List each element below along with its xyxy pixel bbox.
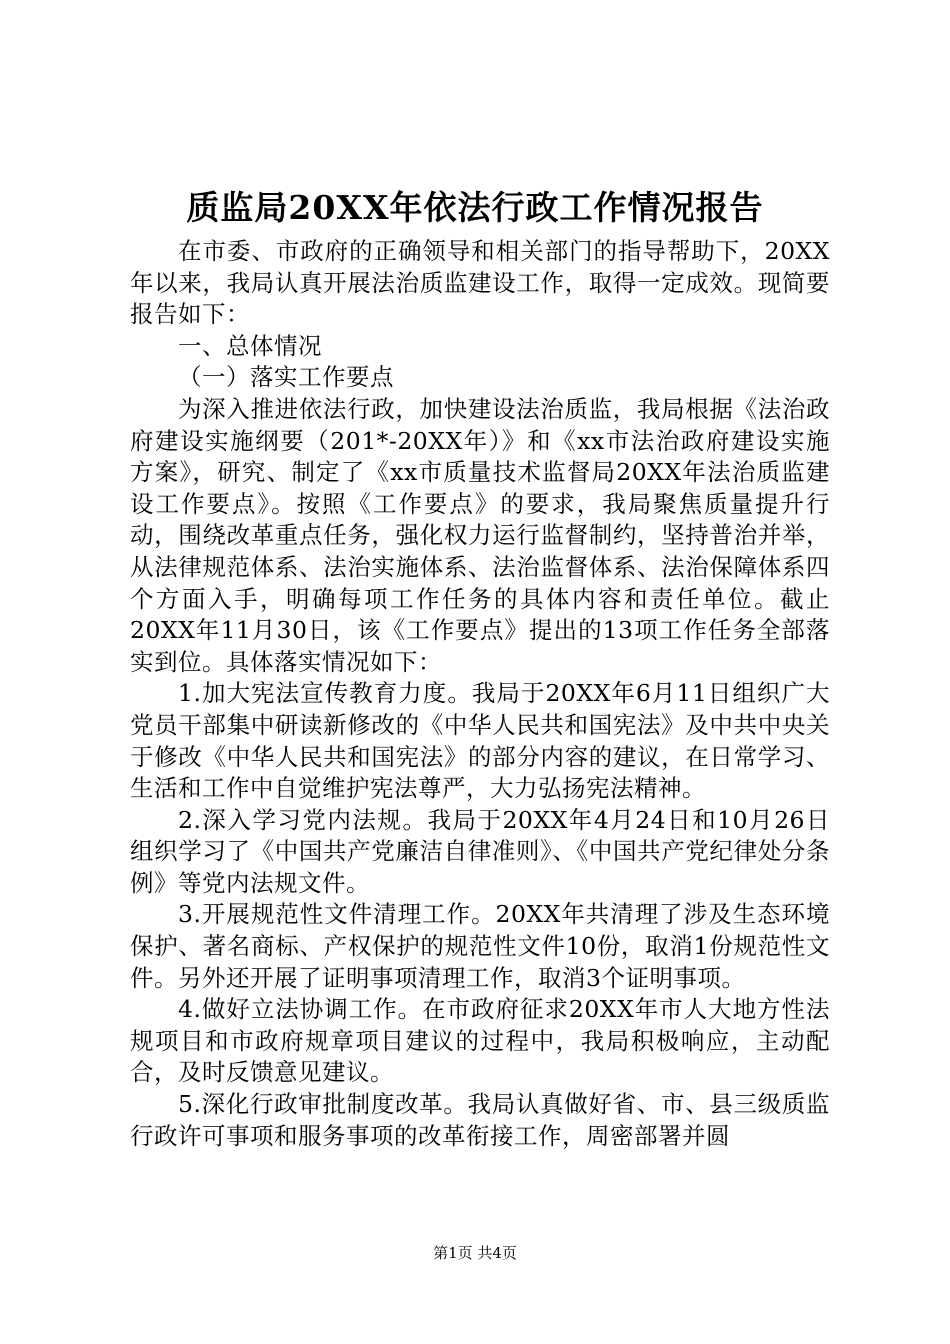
document-title: 质监局20XX年依法行政工作情况报告 [186, 188, 764, 227]
page-number-footer: 第1页 共4页 [433, 1244, 517, 1262]
list-item: 2.深入学习党内法规。我局于20XX年4月24日和10月26日组织学习了《中国共产党廉洁自律准则》、《中国共产党纪律处分条例》等党内法规文件。 [130, 805, 830, 897]
list-item: 4.做好立法协调工作。在市政府征求20XX年市人大地方性法规项目和市政府规章项目建议的过程中，我局积极响应，主动配合，及时反馈意见建议。 [130, 995, 830, 1087]
body-paragraph: 为深入推进依法行政，加快建设法治质监，我局根据《法治政府建设实施纲要（201*-20XX年）》和《xx市法治政府建设实施方案》，研究、制定了《xx市质量技术监督局20XX年法治质监建设工作要点》。按照《工作要点》的要求，我局聚焦质量提升行动，围绕改革重点任务，强化权力运行监督制约，坚持普治并举，从法律规范体系、法治实施体系、法治监督体系、法治保障体系四个方面入手，明确每项工作任务的具体内容和责任单位。截止20XX年11月30日，该《工作要点》提出的13项工作任务全部落实到位。具体落实情况如下： [130, 394, 830, 676]
subsection-heading: （一）落实工作要点 [178, 363, 394, 392]
section-heading: 一、总体情况 [178, 331, 322, 360]
intro-paragraph: 在市委、市政府的正确领导和相关部门的指导帮助下，20XX年以来，我局认真开展法治质监建设工作，取得一定成效。现简要报告如下： [130, 237, 830, 329]
list-item: 1.加大宪法宣传教育力度。我局于20XX年6月11日组织广大党员干部集中研读新修改的《中华人民共和国宪法》及中共中央关于修改《中华人民共和国宪法》的部分内容的建议，在日常学习、生活和工作中自觉维护宪法尊严，大力弘扬宪法精神。 [130, 679, 830, 803]
list-item: 3.开展规范性文件清理工作。20XX年共清理了涉及生态环境保护、著名商标、产权保护的规范性文件10份，取消1份规范性文件。另外还开展了证明事项清理工作，取消3个证明事项。 [130, 900, 830, 992]
list-item: 5.深化行政审批制度改革。我局认真做好省、市、县三级质监行政许可事项和服务事项的改革衔接工作，周密部署并圆 [130, 1090, 830, 1150]
document-body [130, 236, 830, 1152]
